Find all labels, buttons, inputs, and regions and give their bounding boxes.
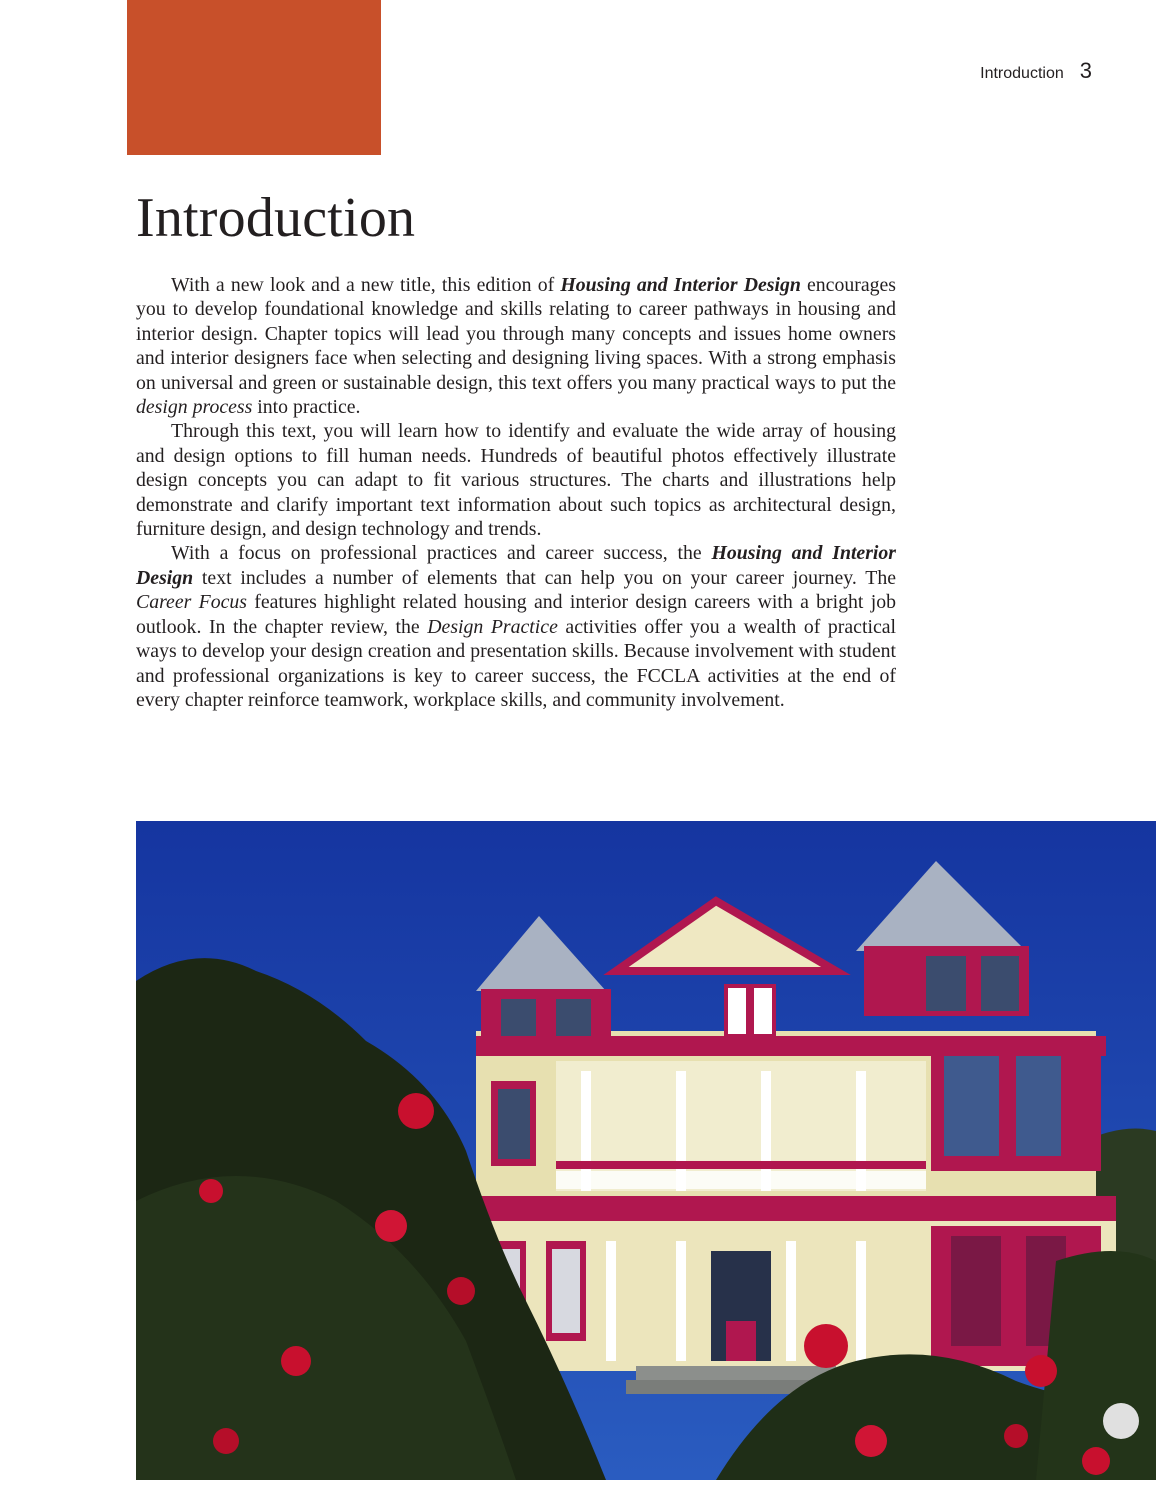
paragraph-text: into practice.	[252, 396, 361, 419]
paragraph-text: Through this text, you will learn how to identify and evaluate the wide array of housing and design options to fill human needs. Hundreds of beautiful photos effectively illustrate design concepts you can adapt to fit various structures. The charts and illustrations help demonstrate and clarify important text information about such topics as architectural design, furniture design, and design technology and trends.	[136, 420, 896, 541]
paragraph-text: text includes a number of elements that can help you on your career journey. The	[193, 566, 896, 589]
emphasis-text: Housing and Interior Design	[560, 274, 801, 296]
body-paragraph	[136, 419, 896, 541]
running-head	[980, 58, 1092, 84]
emphasis-text: Career Focus	[136, 591, 247, 614]
page-title: Introduction	[136, 187, 416, 249]
paragraph-text: With a new look and a new title, this edition of	[171, 274, 561, 296]
emphasis-text: design process	[136, 396, 253, 419]
body-text	[136, 273, 896, 712]
paragraph-text: With a focus on professional practices and career success, the	[171, 542, 712, 565]
paragraph-text: activities offer you a wealth of practical ways to develop your design creation and presentation skills. Because involvement with student and professional organizations is key to career success, the FCCLA activities at the end of every chapter reinforce teamwork, workplace skills, and community involvement.	[136, 615, 896, 711]
body-paragraph	[136, 273, 896, 419]
chapter-color-block	[127, 0, 381, 155]
emphasis-text: Design Practice	[427, 615, 558, 638]
paragraph-text: encourages you to develop foundational knowledge and skills relating to career pathways in housing and interior design. Chapter topics will lead you through many concepts and issues home owners and interior designers face when selecting and designing living spaces. With a strong emphasis on universal and green or sustainable design, this text offers you many practical ways to put the	[136, 274, 896, 394]
running-head-title: Introduction	[980, 65, 1064, 82]
body-paragraph	[136, 541, 896, 712]
paragraph-text: features highlight related housing and interior design careers with a bright job outlook. In the chapter review, the	[136, 591, 896, 638]
page-number: 3	[1079, 58, 1092, 83]
victorian-house-photo	[136, 821, 1156, 1480]
emphasis-text: Housing and Interior Design	[136, 542, 896, 589]
